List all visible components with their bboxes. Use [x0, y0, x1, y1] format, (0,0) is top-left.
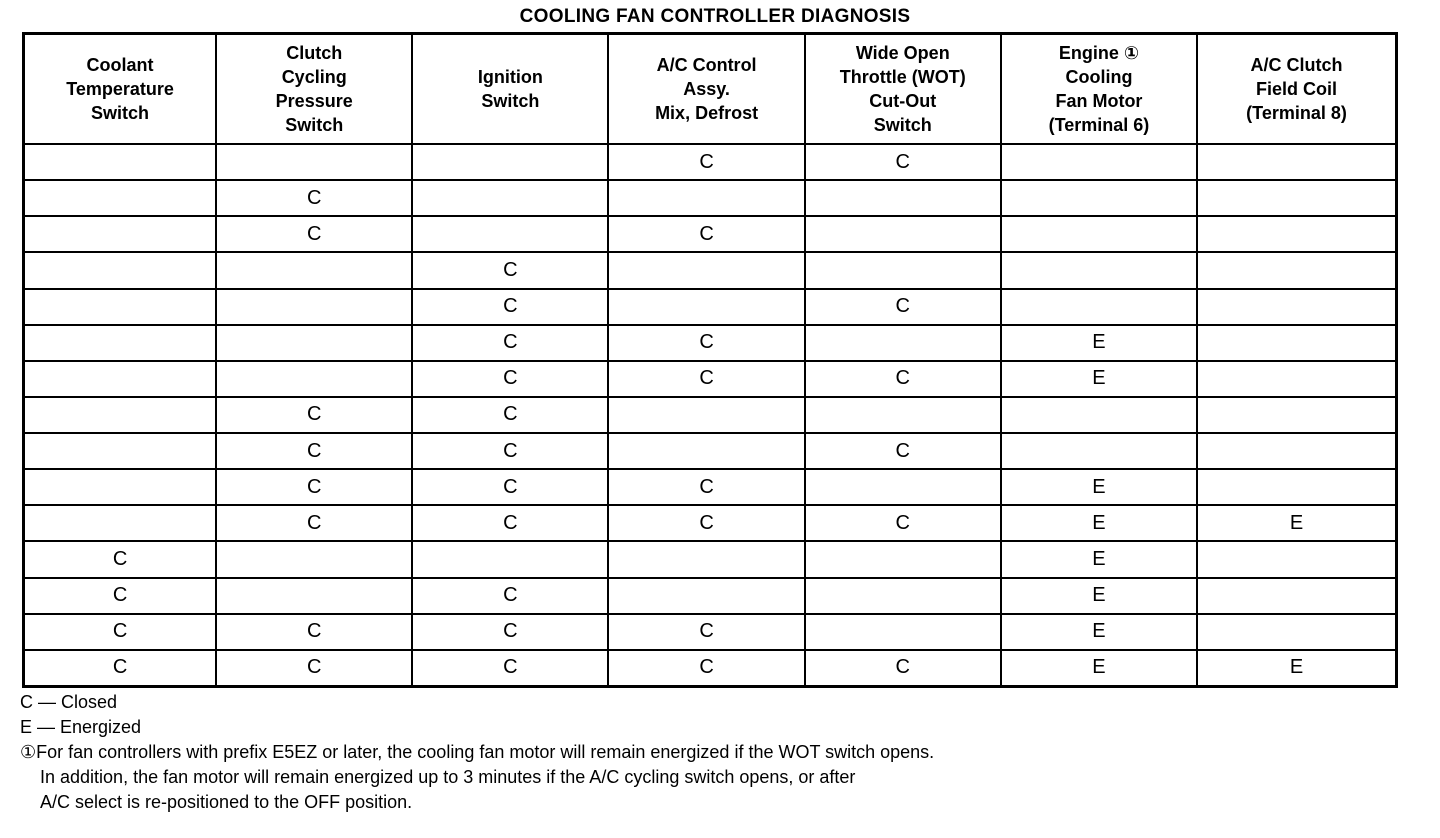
- table-cell: C: [412, 397, 608, 433]
- column-header: A/C Control Assy. Mix, Defrost: [608, 34, 804, 145]
- legend-closed: C — Closed: [20, 692, 118, 712]
- table-row: [24, 325, 1397, 361]
- table-cell: [805, 216, 1001, 252]
- table-cell: C: [216, 469, 412, 505]
- legend: [20, 690, 1120, 815]
- table-cell: [1197, 216, 1396, 252]
- table-cell: [805, 252, 1001, 288]
- table-cell: [24, 144, 217, 180]
- table-cell: C: [608, 144, 804, 180]
- table-cell: [216, 361, 412, 397]
- footnote-line: ①For fan controllers with prefix E5EZ or later, the cooling fan motor will remain energized if the WOT switch opens.: [20, 742, 935, 762]
- table-row: [24, 578, 1397, 614]
- table-cell: C: [805, 505, 1001, 541]
- table-cell: C: [412, 650, 608, 687]
- table-cell: E: [1001, 578, 1197, 614]
- footnote-line: A/C select is re-positioned to the OFF position.: [40, 792, 413, 812]
- diagnosis-table: [22, 32, 1398, 688]
- table-cell: C: [412, 325, 608, 361]
- footnote-line: In addition, the fan motor will remain energized up to 3 minutes if the A/C cycling switch opens, or after: [40, 767, 856, 787]
- table-cell: [216, 325, 412, 361]
- table-cell: [24, 469, 217, 505]
- table-cell: C: [216, 614, 412, 650]
- table-cell: [412, 541, 608, 577]
- table-cell: E: [1001, 325, 1197, 361]
- table-cell: C: [412, 578, 608, 614]
- table-cell: [1197, 325, 1396, 361]
- table-cell: [24, 433, 217, 469]
- table-cell: [24, 180, 217, 216]
- table-cell: C: [608, 216, 804, 252]
- table-cell: [216, 144, 412, 180]
- legend-energized: E — Energized: [20, 717, 142, 737]
- column-header: Clutch Cycling Pressure Switch: [216, 34, 412, 145]
- table-cell: E: [1001, 505, 1197, 541]
- table-row: [24, 252, 1397, 288]
- table-cell: [1197, 433, 1396, 469]
- table-cell: [1197, 614, 1396, 650]
- table-cell: C: [412, 505, 608, 541]
- header-row: [24, 34, 1397, 145]
- table-cell: [608, 397, 804, 433]
- table-cell: C: [805, 650, 1001, 687]
- table-cell: [24, 505, 217, 541]
- table-cell: C: [608, 325, 804, 361]
- table-cell: [24, 216, 217, 252]
- table-cell: C: [216, 505, 412, 541]
- table-cell: [805, 325, 1001, 361]
- table-row: [24, 650, 1397, 687]
- table-cell: [216, 289, 412, 325]
- table-cell: [1001, 433, 1197, 469]
- table-cell: C: [805, 144, 1001, 180]
- table-cell: C: [24, 650, 217, 687]
- table-cell: [805, 469, 1001, 505]
- table-cell: [608, 433, 804, 469]
- table-row: [24, 469, 1397, 505]
- table-cell: E: [1197, 505, 1396, 541]
- table-cell: [608, 180, 804, 216]
- table-cell: [216, 541, 412, 577]
- table-cell: C: [412, 252, 608, 288]
- table-cell: [1197, 541, 1396, 577]
- table-row: [24, 180, 1397, 216]
- table-cell: [805, 397, 1001, 433]
- table-cell: C: [412, 614, 608, 650]
- table-row: [24, 289, 1397, 325]
- table-cell: [1197, 397, 1396, 433]
- table-cell: E: [1001, 469, 1197, 505]
- table-row: [24, 216, 1397, 252]
- table-cell: [24, 361, 217, 397]
- table-cell: E: [1197, 650, 1396, 687]
- table-cell: C: [24, 614, 217, 650]
- table-cell: C: [412, 469, 608, 505]
- table-cell: C: [608, 505, 804, 541]
- table-cell: [608, 541, 804, 577]
- table-cell: C: [412, 433, 608, 469]
- table-cell: [412, 216, 608, 252]
- table-cell: [24, 252, 217, 288]
- table-cell: C: [24, 541, 217, 577]
- table-cell: [1197, 578, 1396, 614]
- table-cell: [608, 289, 804, 325]
- table-cell: [24, 325, 217, 361]
- table-cell: C: [216, 180, 412, 216]
- table-cell: E: [1001, 541, 1197, 577]
- column-header: Ignition Switch: [412, 34, 608, 145]
- table-cell: [1001, 144, 1197, 180]
- table-cell: E: [1001, 361, 1197, 397]
- table-row: [24, 614, 1397, 650]
- table-cell: E: [1001, 614, 1197, 650]
- table-cell: [1001, 252, 1197, 288]
- table-cell: [1001, 397, 1197, 433]
- table-cell: [24, 397, 217, 433]
- table-row: [24, 361, 1397, 397]
- table-cell: C: [24, 578, 217, 614]
- table-cell: [412, 180, 608, 216]
- table-cell: [1197, 180, 1396, 216]
- column-header: Engine ① Cooling Fan Motor (Terminal 6): [1001, 34, 1197, 145]
- table-cell: [1197, 252, 1396, 288]
- table-cell: [1001, 216, 1197, 252]
- table-cell: C: [805, 433, 1001, 469]
- column-header: Wide Open Throttle (WOT) Cut-Out Switch: [805, 34, 1001, 145]
- table-cell: C: [608, 650, 804, 687]
- table-cell: E: [1001, 650, 1197, 687]
- column-header: Coolant Temperature Switch: [24, 34, 217, 145]
- table-title: COOLING FAN CONTROLLER DIAGNOSIS: [519, 6, 911, 27]
- table-cell: [24, 289, 217, 325]
- table-cell: [1197, 144, 1396, 180]
- table-cell: [216, 578, 412, 614]
- table-cell: [1001, 180, 1197, 216]
- table-cell: [1197, 289, 1396, 325]
- table-row: [24, 505, 1397, 541]
- table-cell: [1197, 361, 1396, 397]
- table-cell: C: [608, 614, 804, 650]
- table-cell: [608, 252, 804, 288]
- table-cell: [805, 614, 1001, 650]
- table-cell: [1001, 289, 1197, 325]
- table-cell: C: [412, 289, 608, 325]
- table-cell: C: [216, 433, 412, 469]
- column-header: A/C Clutch Field Coil (Terminal 8): [1197, 34, 1396, 145]
- table-cell: C: [412, 361, 608, 397]
- table-row: [24, 397, 1397, 433]
- table-cell: C: [216, 397, 412, 433]
- table-row: [24, 144, 1397, 180]
- table-cell: [805, 578, 1001, 614]
- table-cell: [805, 541, 1001, 577]
- table-cell: C: [608, 469, 804, 505]
- table-cell: C: [805, 361, 1001, 397]
- table-row: [24, 433, 1397, 469]
- table-cell: [608, 578, 804, 614]
- table-cell: [805, 180, 1001, 216]
- table-cell: [216, 252, 412, 288]
- table-cell: C: [216, 216, 412, 252]
- table-cell: C: [805, 289, 1001, 325]
- table-cell: C: [608, 361, 804, 397]
- table-cell: [412, 144, 608, 180]
- table-row: [24, 541, 1397, 577]
- table-cell: C: [216, 650, 412, 687]
- table-cell: [1197, 469, 1396, 505]
